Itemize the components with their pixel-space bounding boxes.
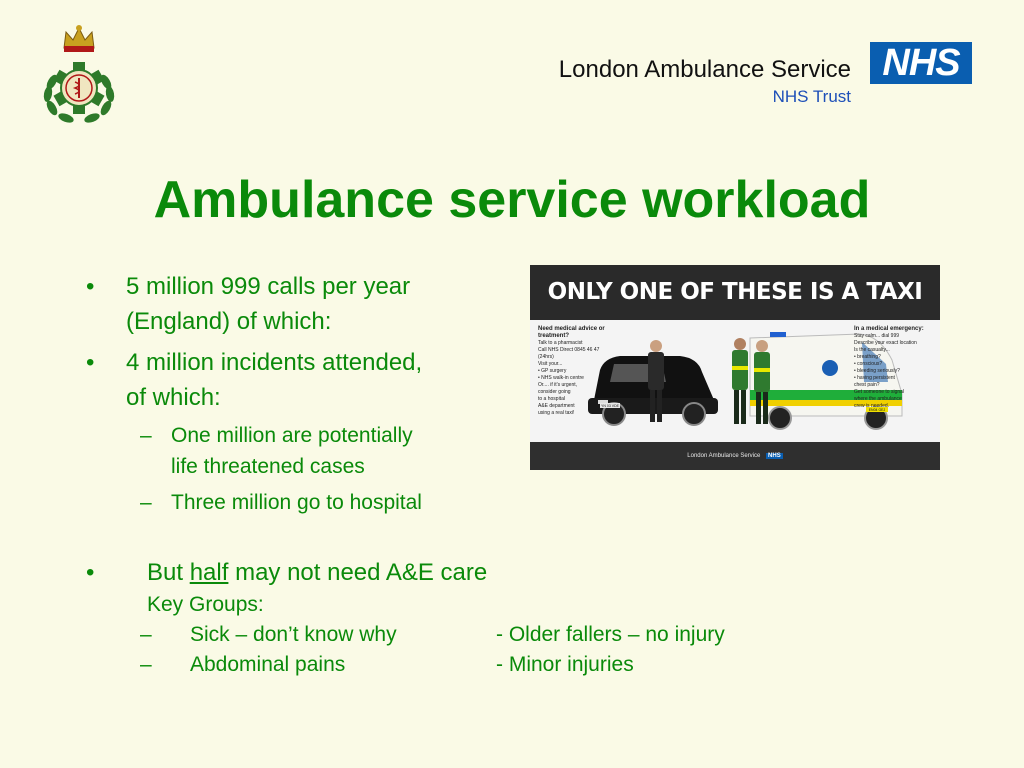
taxi-service-poster [530, 265, 940, 470]
group-right: - Minor injuries [496, 653, 634, 676]
sub-bullet-line: One million are potentially [171, 424, 413, 447]
poster-left-line: • GP surgery [538, 368, 567, 374]
bullet-line: 4 million incidents attended, [126, 349, 423, 376]
poster-footer-nhs-badge: NHS [768, 453, 781, 459]
bullet-ae-underlined: half [189, 559, 229, 586]
sub-bullet-line: life threatened cases [171, 455, 365, 478]
poster-right-line: • breathing? [854, 354, 881, 360]
poster-right-line: • having persistent [854, 375, 895, 381]
poster-right-line: Get someone to signal [854, 389, 905, 395]
bullet-ae-pre: But [147, 559, 190, 586]
group-mark: – [140, 623, 152, 646]
organisation-name: London Ambulance Service [558, 56, 851, 83]
bullet-mark: • [86, 559, 95, 586]
poster-left-line: to a hospital [538, 396, 565, 402]
organisation-subtitle: NHS Trust [772, 87, 851, 106]
poster-right-line: crew is needed. [854, 403, 890, 409]
poster-right-line: where the ambulance [854, 396, 902, 402]
bullet-line: of which: [126, 384, 221, 411]
poster-right-line: chest pain? [854, 382, 880, 388]
bullet-mark: • [86, 349, 95, 376]
bullet-line: (England) of which: [126, 308, 332, 335]
poster-right-line: • bleeding seriously? [854, 368, 900, 374]
poster-left-line: using a real taxi! [538, 410, 575, 416]
poster-left-line: consider going [538, 389, 571, 395]
poster-right-line: • conscious? [854, 361, 883, 367]
poster-left-line: Visit your... [538, 361, 563, 367]
poster-body [530, 320, 940, 442]
poster-right-column [854, 326, 936, 410]
poster-headline: ONLY ONE OF THESE IS A TAXI [530, 265, 940, 320]
sub-bullet-life-threatened [140, 420, 500, 482]
poster-left-line: Or.... if it's urgent, [538, 382, 578, 388]
poster-right-line: Is the casualty... [854, 347, 890, 353]
nhs-logo: NHS [870, 42, 972, 84]
group-mark: – [140, 653, 152, 676]
poster-left-line: Call NHS Direct 0845 46 47 (24hrs) [538, 347, 600, 360]
bullet-ae-post: may not need A&E care [228, 559, 488, 586]
sub-bullet-mark: – [140, 491, 152, 514]
group-left: Sick – don’t know why [190, 623, 397, 646]
poster-right-line: Stay calm... dial 999 [854, 333, 900, 339]
organisation-block [559, 56, 851, 108]
group-right: - Older fallers – no injury [496, 623, 725, 646]
bullet-mark: • [86, 273, 95, 300]
poster-left-line: Talk to a pharmacist [538, 340, 583, 346]
taxi-plate: YN 03 VDE [601, 404, 619, 408]
poster-footer-text: London Ambulance Service [687, 453, 761, 459]
poster-right-heading: In a medical emergency: [854, 326, 924, 332]
key-groups-label: Key Groups: [147, 593, 264, 616]
poster-footer [530, 442, 940, 470]
sub-bullet-mark: – [140, 424, 152, 447]
poster-left-line: • NHS walk-in centre [538, 375, 584, 381]
poster-right-line: Describe your exact location [854, 340, 917, 346]
bullet-ae-care [147, 556, 487, 590]
sub-bullet-line: Three million go to hospital [171, 491, 422, 514]
bullet-incidents [86, 346, 506, 416]
group-left: Abdominal pains [190, 653, 346, 676]
poster-left-heading: Need medical advice or treatment? [538, 326, 605, 339]
sub-bullet-hospital [140, 487, 500, 518]
ambulance-service-crest-icon [38, 22, 120, 126]
bullet-line: 5 million 999 calls per year [126, 273, 411, 300]
ambulance-plate: EN04 GEJ [868, 408, 886, 412]
slide-title: Ambulance service workload [153, 171, 871, 229]
bullet-calls [86, 270, 506, 340]
poster-left-line: A&E department [538, 403, 575, 409]
poster-left-column [538, 326, 608, 417]
